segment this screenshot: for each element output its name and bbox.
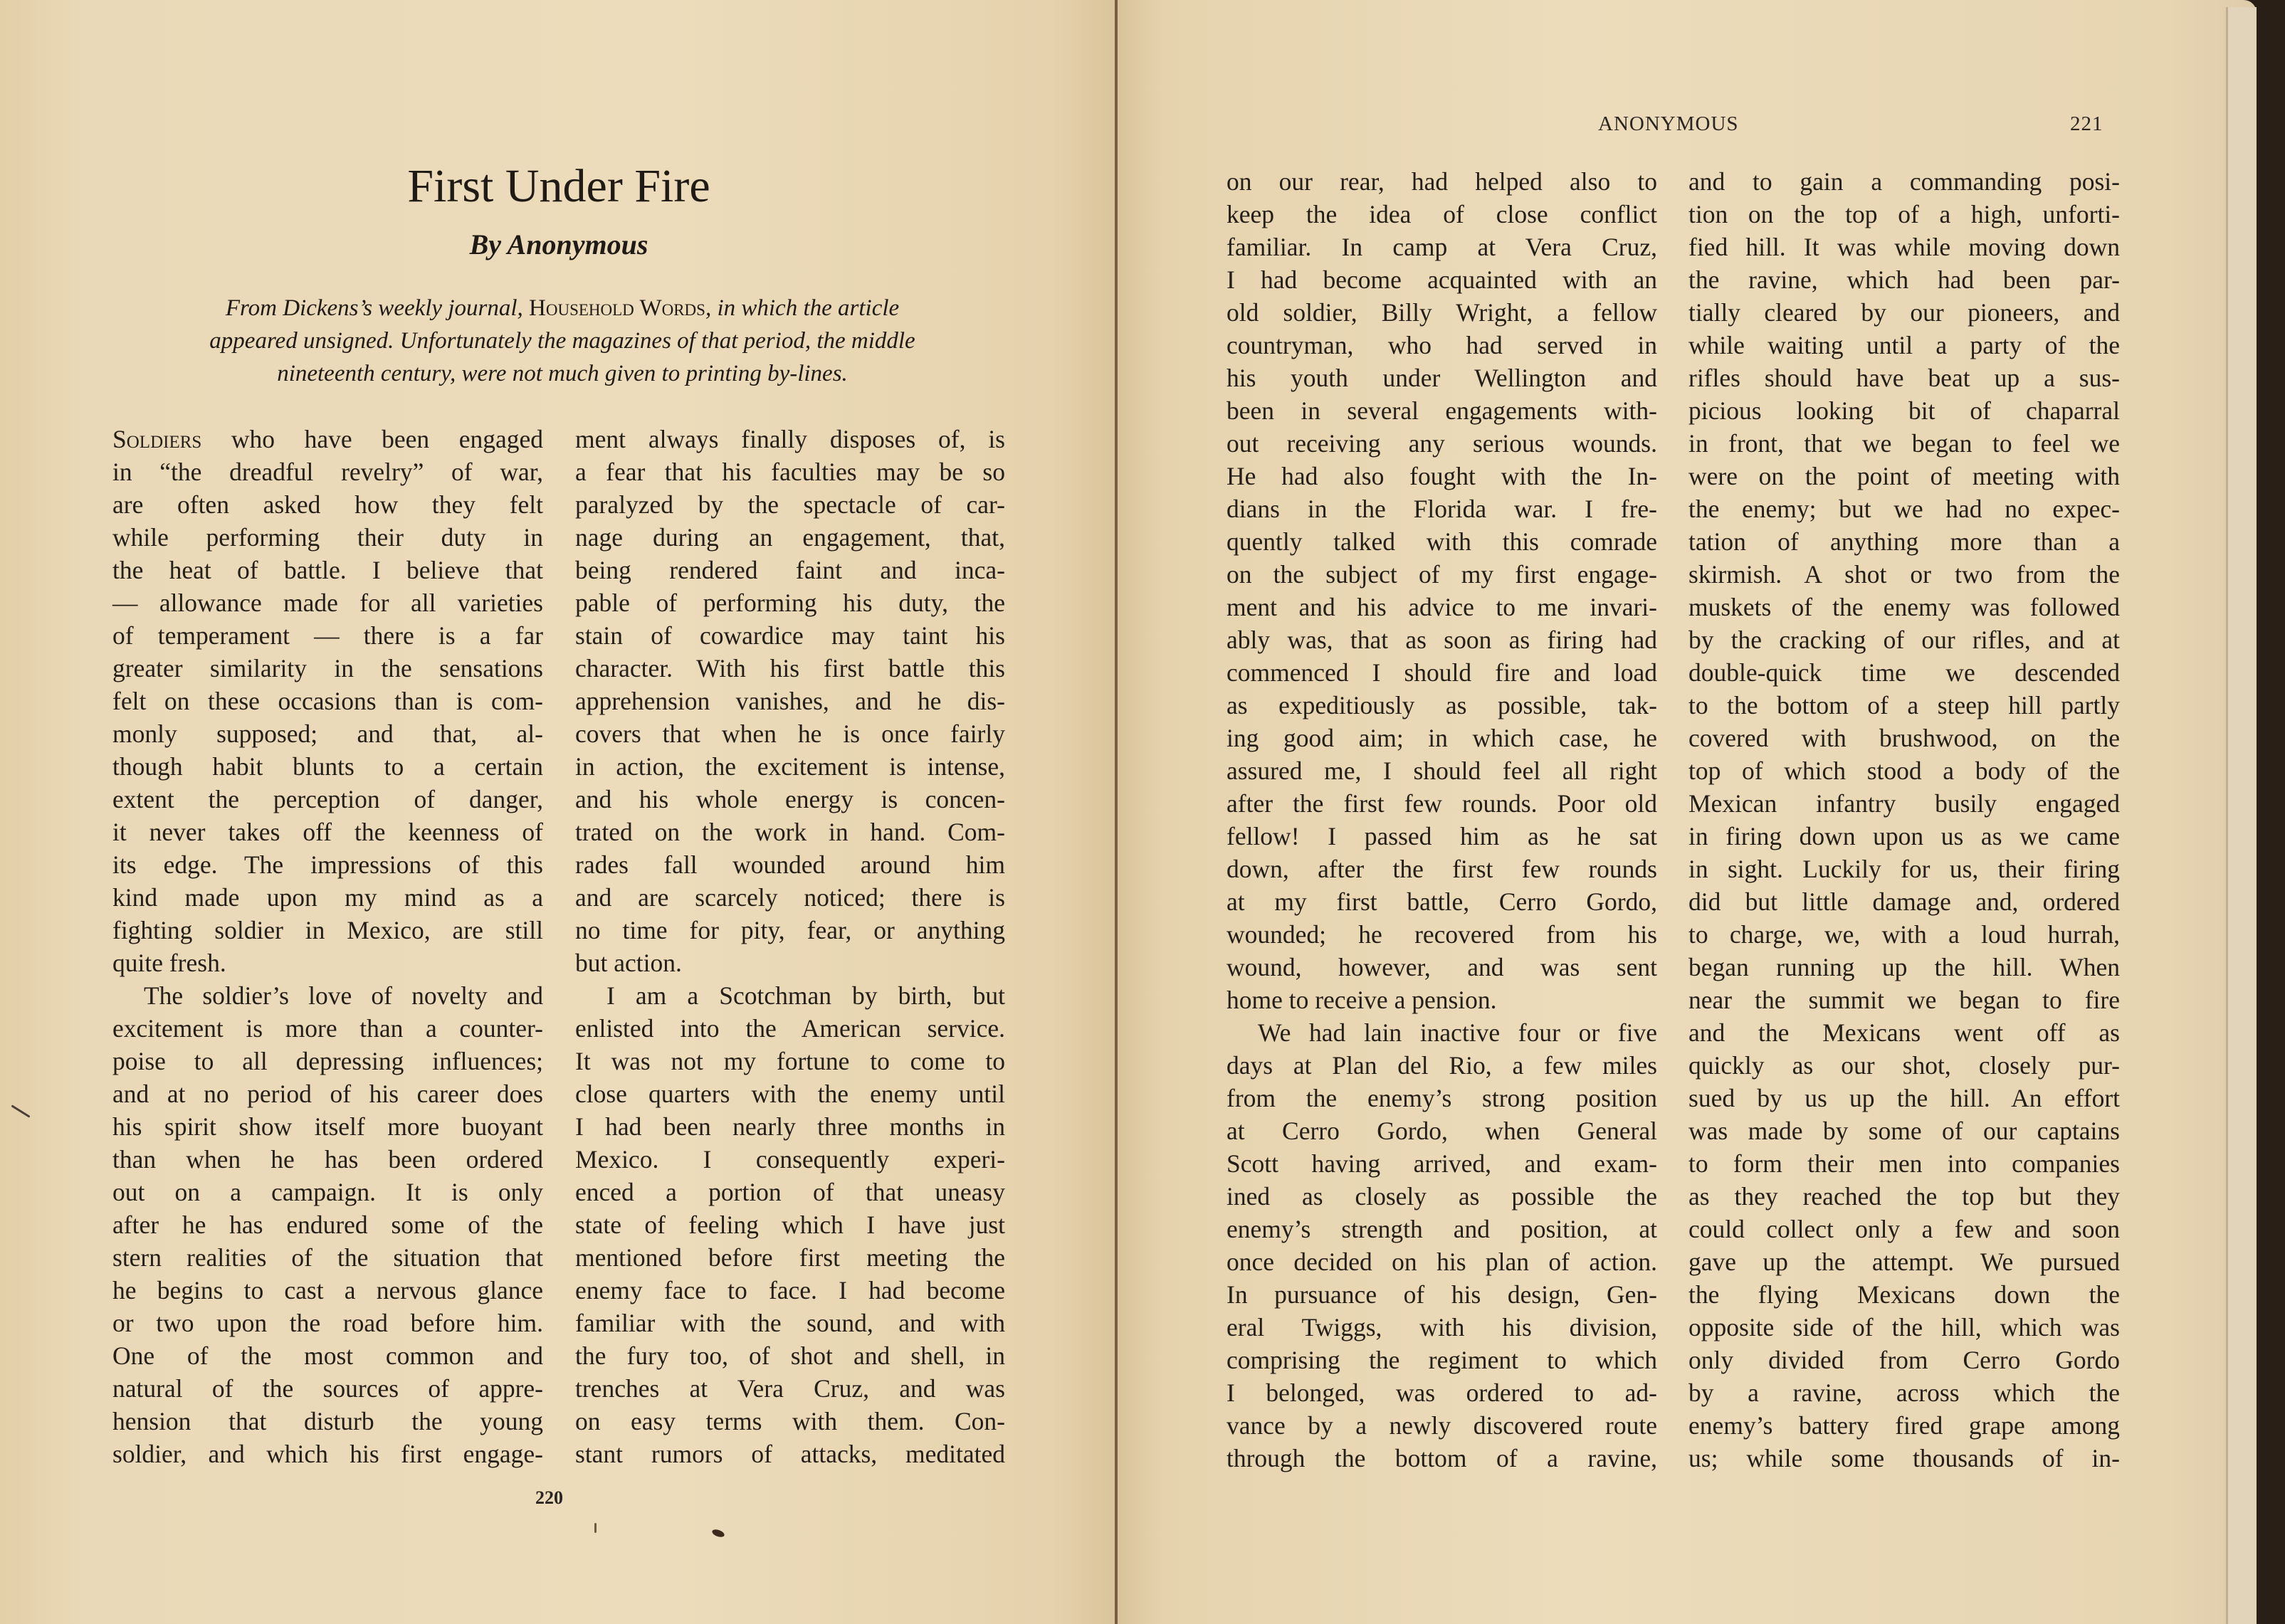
text-line: the ravine, which had been par-: [1688, 265, 2120, 294]
text-line: and the Mexicans went off as: [1688, 1018, 2120, 1047]
text-line: gave up the attempt. We pursued: [1688, 1248, 2120, 1276]
text-line: enced a portion of that uneasy: [575, 1178, 1005, 1206]
text-line: could collect only a few and soon: [1688, 1215, 2120, 1243]
text-line: skirmish. A shot or two from the: [1688, 560, 2120, 589]
text-line: opposite side of the hill, which was: [1688, 1313, 2120, 1341]
text-line: I had been nearly three months in: [575, 1112, 1005, 1141]
text-line: I am a Scotchman by birth, but: [606, 981, 1005, 1010]
text-line: close quarters with the enemy until: [575, 1080, 1005, 1108]
text-line: I belonged, was ordered to ad-: [1226, 1378, 1657, 1407]
text-line: in firing down upon us as we came: [1688, 822, 2120, 850]
text-line: was made by some of our captains: [1688, 1117, 2120, 1145]
text-line: tially cleared by our pioneers, and: [1688, 298, 2120, 327]
text-line: commenced I should fire and load: [1226, 658, 1657, 687]
text-line: paralyzed by the spectacle of car-: [575, 490, 1005, 519]
text-line: pable of performing his duty, the: [575, 589, 1005, 617]
text-line: I had become acquainted with an: [1226, 265, 1657, 294]
text-line: to the bottom of a steep hill partly: [1688, 691, 2120, 719]
text-line: stern realities of the situation that: [112, 1243, 543, 1272]
text-line: enemy’s battery fired grape among: [1688, 1411, 2120, 1440]
text-line: were on the point of meeting with: [1688, 462, 2120, 490]
text-line: to charge, we, with a loud hurrah,: [1688, 920, 2120, 949]
text-line: kind made upon my mind as a: [112, 883, 543, 912]
text-line: tion on the top of a high, unforti-: [1688, 200, 2120, 228]
text-line: us; while some thousands of in-: [1688, 1444, 2120, 1472]
text-line: he begins to cast a nervous glance: [112, 1276, 543, 1304]
text-line: stant rumors of attacks, meditated: [575, 1440, 1005, 1468]
intro-text: , in which the article: [705, 295, 900, 321]
text-line: near the summit we began to fire: [1688, 986, 2120, 1014]
text-line: assured me, I should feel all right: [1226, 756, 1657, 785]
pencil-mark: [11, 1104, 30, 1117]
text-line: down, after the first few rounds: [1226, 855, 1657, 883]
text-line: his youth under Wellington and: [1226, 364, 1657, 392]
text-line: mentioned before first meeting the: [575, 1243, 1005, 1272]
text-line: We had lain inactive four or five: [1258, 1018, 1657, 1047]
text-line: no time for pity, fear, or anything: [575, 916, 1005, 944]
text-line: been in several engagements with-: [1226, 396, 1657, 425]
text-line: enemy’s strength and position, at: [1226, 1215, 1657, 1243]
text-line: and to gain a commanding posi-: [1688, 167, 2120, 196]
text-line: while performing their duty in: [112, 523, 543, 552]
text-line: wound, however, and was sent: [1226, 953, 1657, 981]
ink-speck: [711, 1528, 725, 1539]
text-line: felt on these occasions than is com-: [112, 687, 543, 715]
text-line: on our rear, had helped also to: [1226, 167, 1657, 196]
text-line: quickly as our shot, closely pur-: [1688, 1051, 2120, 1080]
text-line: enemy face to face. I had become: [575, 1276, 1005, 1304]
text-line: ing good aim; in which case, he: [1226, 724, 1657, 752]
intro-text: appeared unsigned. Unfortunately the magazines of that period, the middle: [209, 328, 915, 354]
text-line: greater similarity in the sensations: [112, 654, 543, 682]
text-line: covers that when he is once fairly: [575, 719, 1005, 748]
text-line: covered with brushwood, on the: [1688, 724, 2120, 752]
text-line-rest: who have been engaged: [201, 425, 543, 453]
text-line: on the subject of my first engage-: [1226, 560, 1657, 589]
text-line: its edge. The impressions of this: [112, 850, 543, 879]
text-line: countryman, who had served in: [1226, 331, 1657, 359]
text-line: at Cerro Gordo, when General: [1226, 1117, 1657, 1145]
text-line: [112, 423, 543, 455]
text-line: out on a campaign. It is only: [112, 1178, 543, 1206]
text-line: and his whole energy is concen-: [575, 785, 1005, 813]
text-line: only divided from Cerro Gordo: [1688, 1346, 2120, 1374]
text-line: The soldier’s love of novelty and: [144, 981, 543, 1010]
text-line: and are scarcely noticed; there is: [575, 883, 1005, 912]
text-line: the heat of battle. I believe that: [112, 556, 543, 584]
body-column-left-2: [575, 423, 1005, 1470]
text-line: ment and his advice to me invari-: [1226, 593, 1657, 621]
text-line: monly supposed; and that, al-: [112, 719, 543, 748]
text-line: began running up the hill. When: [1688, 953, 2120, 981]
text-line: ment always finally disposes of, is: [575, 425, 1005, 453]
text-line: fighting soldier in Mexico, are still: [112, 916, 543, 944]
text-line: in front, that we began to feel we: [1688, 429, 2120, 458]
text-line: by the cracking of our rifles, and at: [1688, 626, 2120, 654]
text-line: or two upon the road before him.: [112, 1309, 543, 1337]
text-line: but action.: [575, 949, 682, 977]
text-line: One of the most common and: [112, 1341, 543, 1370]
text-line: as they reached the top but they: [1688, 1182, 2120, 1211]
byline: By Anonymous: [469, 228, 648, 260]
text-line: extent the perception of danger,: [112, 785, 543, 813]
text-line: ined as closely as possible the: [1226, 1182, 1657, 1211]
text-line: by a ravine, across which the: [1688, 1378, 2120, 1407]
text-line: trenches at Vera Cruz, and was: [575, 1374, 1005, 1403]
text-line: double-quick time we descended: [1688, 658, 2120, 687]
text-line: out receiving any serious wounds.: [1226, 429, 1657, 458]
text-line: it never takes off the keenness of: [112, 818, 543, 846]
intro-note: [128, 292, 997, 390]
text-line: his spirit show itself more buoyant: [112, 1112, 543, 1141]
opening-word: Soldiers: [112, 425, 202, 453]
text-line: — allowance made for all varieties: [112, 589, 543, 617]
body-column-left-1: [112, 423, 543, 1470]
text-line: though habit blunts to a certain: [112, 752, 543, 781]
text-line: apprehension vanishes, and he dis-: [575, 687, 1005, 715]
text-line: and at no period of his career does: [112, 1080, 543, 1108]
text-line: while waiting until a party of the: [1688, 331, 2120, 359]
text-line: in “the dreadful revelry” of war,: [112, 458, 543, 486]
text-line: Mexico. I consequently experi-: [575, 1145, 1005, 1174]
text-line: tation of anything more than a: [1688, 527, 2120, 556]
text-line: sued by us up the hill. An effort: [1688, 1084, 2120, 1112]
article-title: First Under Fire: [407, 160, 710, 212]
page-number-left: 220: [535, 1487, 563, 1508]
publication-name: Household Words: [529, 295, 705, 321]
text-line: rifles should have beat up a sus-: [1688, 364, 2120, 392]
text-line: He had also fought with the In-: [1226, 462, 1657, 490]
left-page: [0, 0, 1118, 1624]
text-line: to form their men into companies: [1688, 1149, 2120, 1178]
text-line: from the enemy’s strong position: [1226, 1084, 1657, 1112]
text-line: top of which stood a body of the: [1688, 756, 2120, 785]
text-line: excitement is more than a counter-: [112, 1014, 543, 1043]
text-line: natural of the sources of appre-: [112, 1374, 543, 1403]
body-column-right-1: [1226, 165, 1657, 1475]
ink-speck: [594, 1523, 597, 1533]
text-line: fied hill. It was while moving down: [1688, 233, 2120, 261]
text-line: rades fall wounded around him: [575, 850, 1005, 879]
text-line: old soldier, Billy Wright, a fellow: [1226, 298, 1657, 327]
text-line: enlisted into the American service.: [575, 1014, 1005, 1043]
text-line: In pursuance of his design, Gen-: [1226, 1280, 1657, 1309]
text-line: stain of cowardice may taint his: [575, 621, 1005, 650]
text-line: in action, the excitement is intense,: [575, 752, 1005, 781]
text-line: as expeditiously as possible, tak-: [1226, 691, 1657, 719]
text-line: dians in the Florida war. I fre-: [1226, 495, 1657, 523]
text-line: through the bottom of a ravine,: [1226, 1444, 1657, 1472]
text-line: after the first few rounds. Poor old: [1226, 789, 1657, 818]
text-line: soldier, and which his first engage-: [112, 1440, 543, 1468]
text-line: on easy terms with them. Con-: [575, 1407, 1005, 1435]
text-line: eral Twiggs, with his division,: [1226, 1313, 1657, 1341]
text-line: at my first battle, Cerro Gordo,: [1226, 887, 1657, 916]
text-line: comprising the regiment to which: [1226, 1346, 1657, 1374]
text-line: did but little damage and, ordered: [1688, 887, 2120, 916]
text-line: being rendered faint and inca-: [575, 556, 1005, 584]
text-line: familiar. In camp at Vera Cruz,: [1226, 233, 1657, 261]
text-line: the enemy; but we had no expec-: [1688, 495, 2120, 523]
text-line: than when he has been ordered: [112, 1145, 543, 1174]
text-line: days at Plan del Rio, a few miles: [1226, 1051, 1657, 1080]
text-line: vance by a newly discovered route: [1226, 1411, 1657, 1440]
text-line: the fury too, of shot and shell, in: [575, 1341, 1005, 1370]
body-column-right-2: [1688, 165, 2120, 1475]
intro-text: From Dickens’s weekly journal,: [225, 295, 530, 321]
text-line: trated on the work in hand. Com-: [575, 818, 1005, 846]
text-line: are often asked how they felt: [112, 490, 543, 519]
text-line: after he has endured some of the: [112, 1211, 543, 1239]
text-line: the flying Mexicans down the: [1688, 1280, 2120, 1309]
text-line: quite fresh.: [112, 949, 226, 977]
text-line: fellow! I passed him as he sat: [1226, 822, 1657, 850]
text-line: It was not my fortune to come to: [575, 1047, 1005, 1075]
text-line: quently talked with this comrade: [1226, 527, 1657, 556]
text-line: Scott having arrived, and exam-: [1226, 1149, 1657, 1178]
text-line: muskets of the enemy was followed: [1688, 593, 2120, 621]
text-line: a fear that his faculties may be so: [575, 458, 1005, 486]
text-line: Mexican infantry busily engaged: [1688, 789, 2120, 818]
text-line: state of feeling which I have just: [575, 1211, 1005, 1239]
text-line: nage during an engagement, that,: [575, 523, 1005, 552]
text-line: once decided on his plan of action.: [1226, 1248, 1657, 1276]
page-number-right: 221: [2070, 112, 2103, 135]
text-line: familiar with the sound, and with: [575, 1309, 1005, 1337]
text-line: poise to all depressing influences;: [112, 1047, 543, 1075]
book-gutter: [1115, 0, 1118, 1624]
page-edge: [2226, 7, 2257, 1624]
text-line: of temperament — there is a far: [112, 621, 543, 650]
running-head: ANONYMOUS: [1598, 112, 1739, 135]
text-line: wounded; he recovered from his: [1226, 920, 1657, 949]
text-line: keep the idea of close conflict: [1226, 200, 1657, 228]
text-line: hension that disturb the young: [112, 1407, 543, 1435]
text-line: home to receive a pension.: [1226, 986, 1497, 1014]
text-line: character. With his first battle this: [575, 654, 1005, 682]
text-line: in sight. Luckily for us, their firing: [1688, 855, 2120, 883]
text-line: picious looking bit of chaparral: [1688, 396, 2120, 425]
text-line: ably was, that as soon as firing had: [1226, 626, 1657, 654]
intro-text: nineteenth century, were not much given to printing by-lines.: [277, 361, 848, 386]
